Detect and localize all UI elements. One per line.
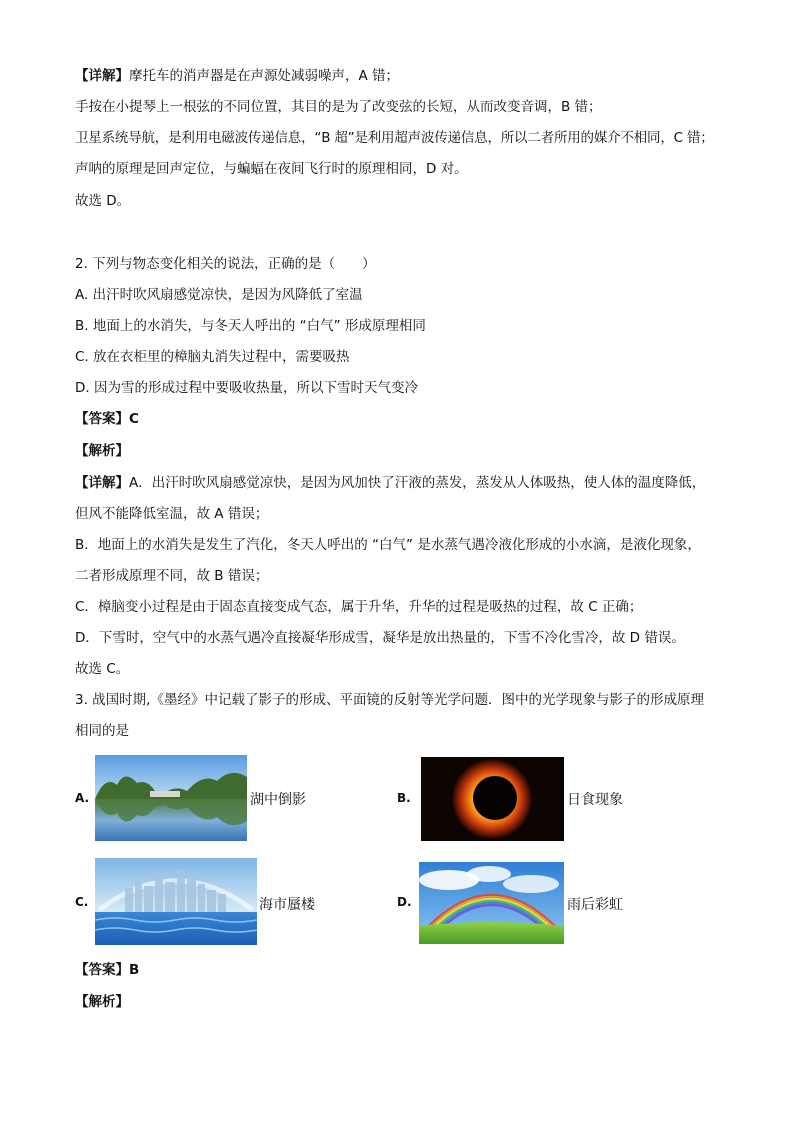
prev-detail-conclusion: 故选 D。 [75, 193, 131, 209]
q2-option-d: D. 因为雪的形成过程中要吸收热量，所以下雪时天气变冷 [75, 380, 418, 396]
q3-option-c-label: C. [75, 895, 89, 909]
q2-detail-line-6: D．下雪时，空气中的水蒸气遇冷直接凝华形成雪，凝华是放出热量的，下雪不冷化雪冷，故 D 错误。 [75, 630, 685, 646]
q3-option-d-label: D. [397, 895, 412, 909]
answer-tag: 【答案】 [75, 962, 129, 978]
answer-value: C [129, 411, 139, 427]
detail-text: 摩托车的消声器是在声源处减弱噪声，A 错； [129, 68, 400, 84]
rainbow-image [419, 862, 564, 944]
q3-option-d-text: 雨后彩虹 [567, 897, 623, 913]
q2-stem: 2. 下列与物态变化相关的说法，正确的是（ ） [75, 256, 376, 272]
q2-detail-line-4: 二者形成原理不同，故 B 错误； [75, 568, 269, 584]
q3-option-c-text: 海市蜃楼 [259, 897, 315, 913]
answer-tag: 【答案】 [75, 411, 129, 427]
q3-analysis-tag: 【解析】 [75, 994, 129, 1010]
q2-option-c: C. 放在衣柜里的樟脑丸消失过程中，需要吸热 [75, 349, 350, 365]
q2-detail-conclusion: 故选 C。 [75, 661, 130, 677]
q2-analysis-tag: 【解析】 [75, 443, 129, 459]
q2-detail-line-3: B．地面上的水消失是发生了汽化，冬天人呼出的 “白气” 是水蒸气遇冷液化形成的小水滴，是液化现象， [75, 537, 701, 553]
q3-answer [75, 960, 139, 980]
prev-detail-line-1 [75, 66, 399, 86]
q3-option-a-label: A. [75, 791, 90, 805]
q2-answer [75, 409, 139, 429]
q2-detail-line-5: C．樟脑变小过程是由于固态直接变成气态，属于升华，升华的过程是吸热的过程，故 C 正确； [75, 599, 643, 615]
detail-text: A．出汗时吹风扇感觉凉快，是因为风加快了汗液的蒸发，蒸发从人体吸热，使人体的温度降低， [129, 475, 706, 491]
lake-reflection-image [95, 755, 247, 841]
q3-stem-line-2: 相同的是 [75, 723, 129, 739]
q2-detail-line-1 [75, 473, 705, 493]
prev-detail-line-3: 卫星系统导航，是利用电磁波传递信息，“B 超”是利用超声波传递信息，所以二者所用的媒介不相同，C 错； [75, 130, 714, 146]
q2-option-b: B. 地面上的水消失，与冬天人呼出的 “白气” 形成原理相同 [75, 318, 426, 334]
q3-stem-line-1: 3. 战国时期,《墨经》中记载了影子的形成、平面镜的反射等光学问题．图中的光学现象与影子的形成原理 [75, 692, 704, 708]
q2-detail-line-2: 但风不能降低室温，故 A 错误； [75, 506, 269, 522]
q3-option-b-label: B. [397, 791, 411, 805]
mirage-image [95, 858, 257, 945]
prev-detail-line-4: 声呐的原理是回声定位，与蝙蝠在夜间飞行时的原理相同，D 对。 [75, 161, 468, 177]
answer-value: B [129, 962, 140, 978]
detail-tag: 【详解】 [75, 68, 129, 84]
q2-option-a: A. 出汗时吹风扇感觉凉快，是因为风降低了室温 [75, 287, 363, 303]
q3-option-a-text: 湖中倒影 [250, 792, 306, 808]
detail-tag: 【详解】 [75, 475, 129, 491]
solar-eclipse-image [421, 757, 564, 841]
q3-option-b-text: 日食现象 [567, 792, 623, 808]
prev-detail-line-2: 手按在小提琴上一根弦的不同位置，其目的是为了改变弦的长短，从而改变音调，B 错； [75, 99, 602, 115]
